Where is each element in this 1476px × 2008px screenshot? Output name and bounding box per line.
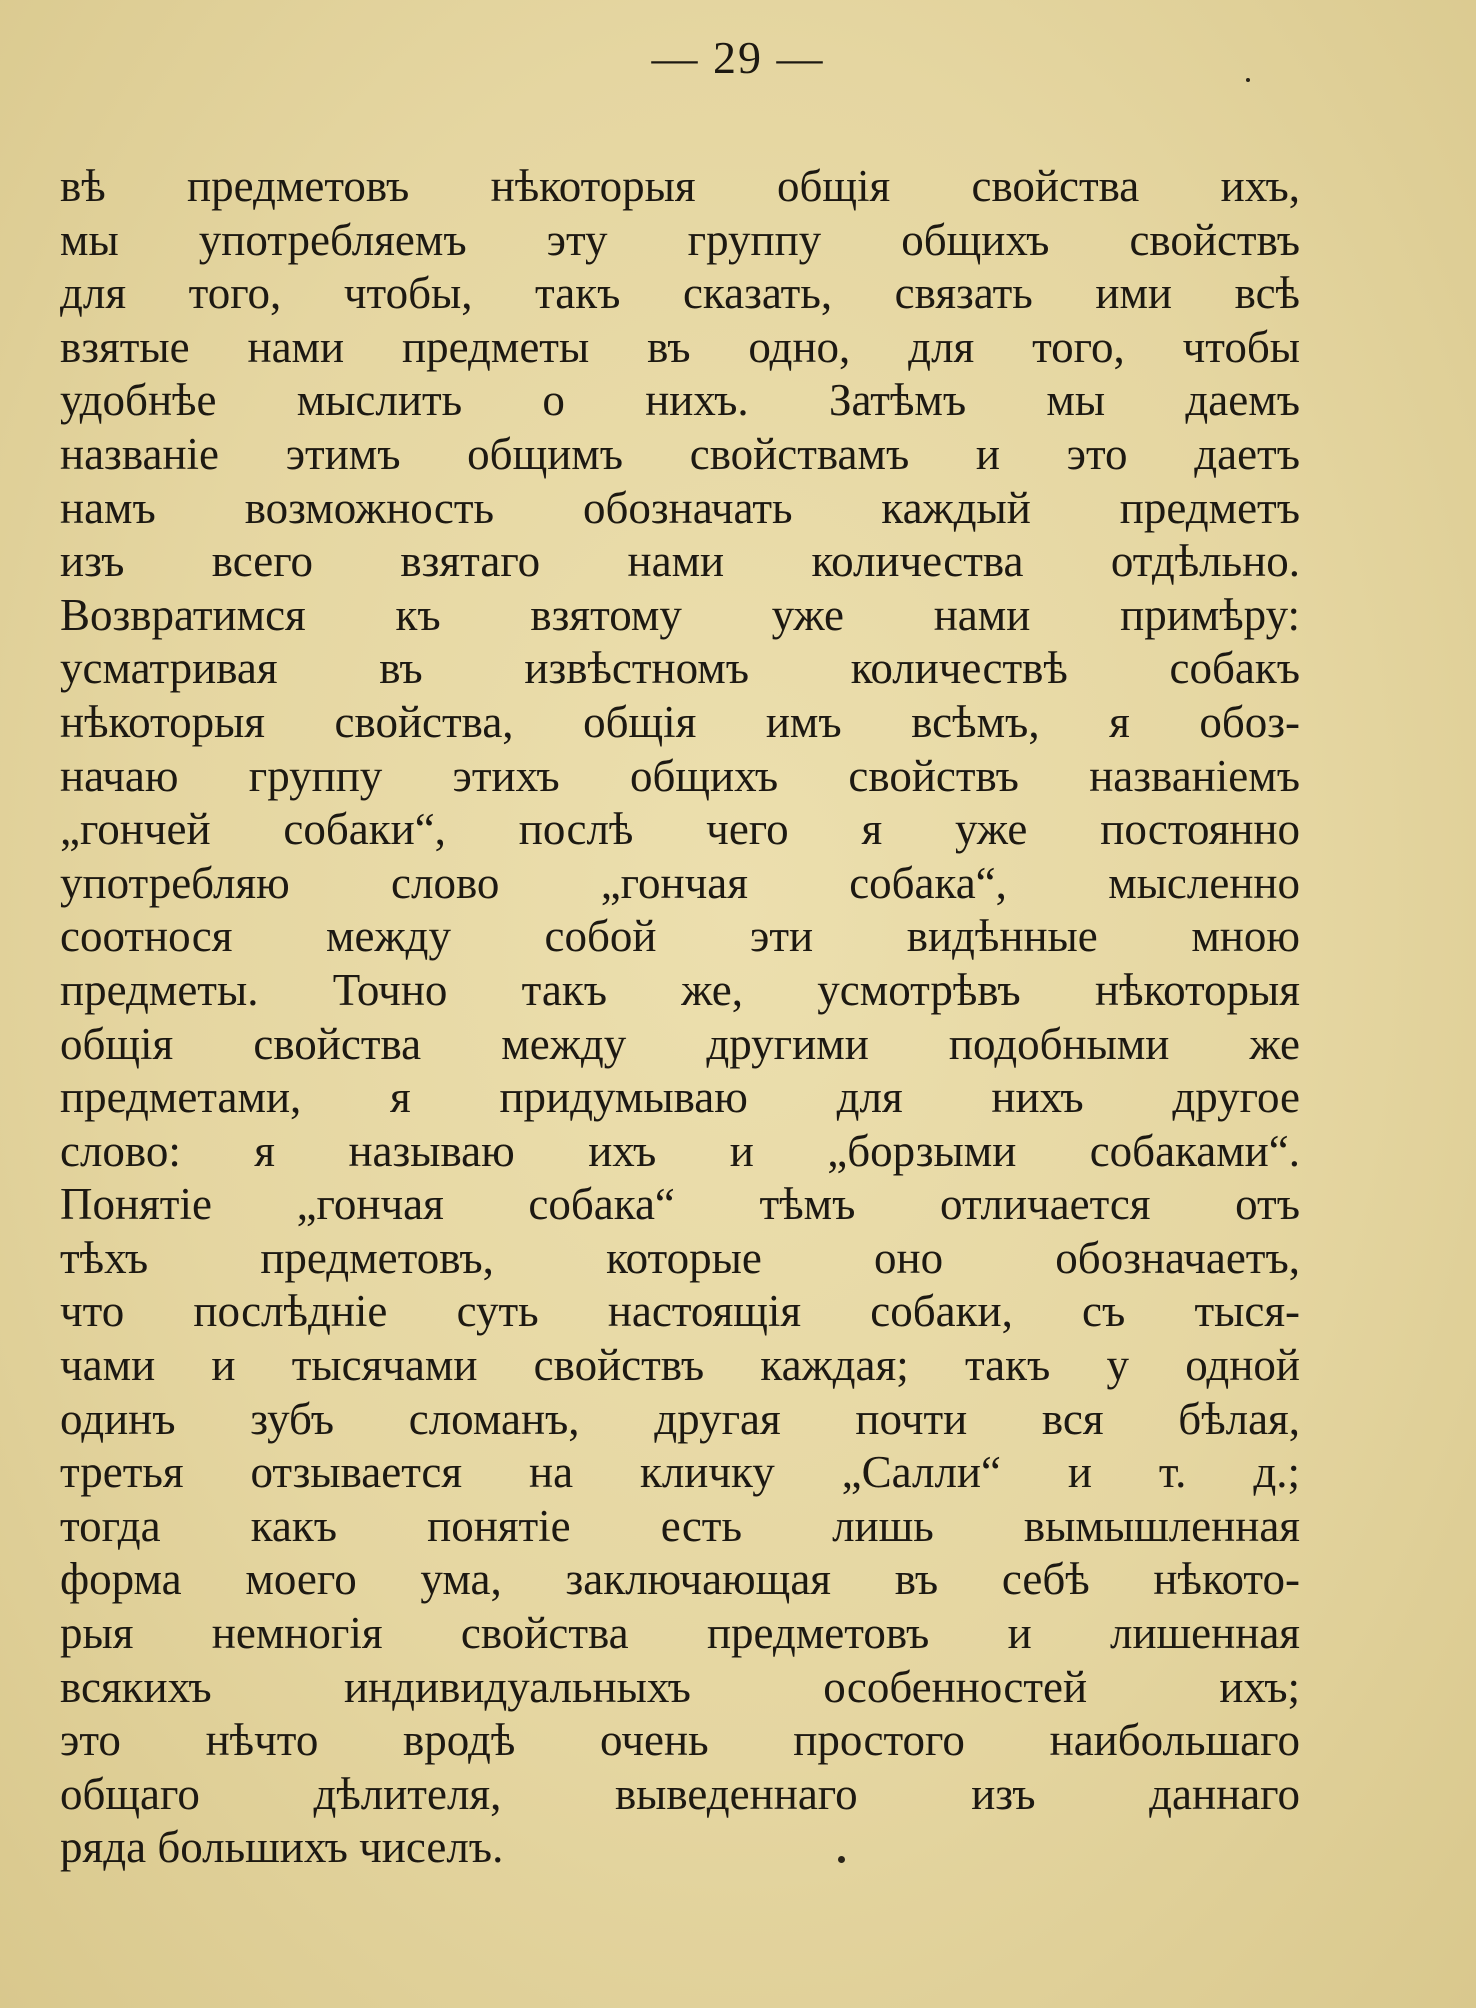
text-line: нѣкоторыя свойства, общія имъ всѣмъ, я обоз- (60, 696, 1300, 747)
text-line: чами и тысячами свойствъ каждая; такъ у одной (60, 1340, 1300, 1391)
text-line: предметами, я придумываю для нихъ другое (60, 1072, 1300, 1123)
text-line: вѣ предметовъ нѣкоторыя общія свойства ихъ, (60, 161, 1300, 211)
text-line: начаю группу этихъ общихъ свойствъ названіемъ (60, 750, 1300, 801)
text-line: тогда какъ понятіе есть лишь вымышленная (60, 1500, 1300, 1551)
text-line: предметы. Точно такъ же, усмотрѣвъ нѣкоторыя (60, 964, 1300, 1015)
text-line: рыя немногія свойства предметовъ и лишенная (60, 1608, 1300, 1659)
text-line: общія свойства между другими подобными же (60, 1018, 1300, 1069)
text-line: намъ возможность обозначать каждый предметъ (60, 482, 1300, 533)
text-line: усматривая въ извѣстномъ количествѣ собакъ (60, 643, 1300, 694)
text-line: названіе этимъ общимъ свойствамъ и это даетъ (60, 428, 1300, 479)
text-line: Возвратимся къ взятому уже нами примѣру: (60, 589, 1300, 640)
text-line: общаго дѣлителя, выведеннаго изъ даннаго (60, 1768, 1300, 1819)
text-line: взятые нами предметы въ одно, для того, чтобы (60, 321, 1300, 372)
text-line: одинъ зубъ сломанъ, другая почти вся бѣлая, (60, 1393, 1300, 1444)
page-number: — 29 — (651, 32, 825, 83)
ink-speck (838, 1856, 845, 1863)
text-line: тѣхъ предметовъ, которые оно обозначаетъ, (60, 1232, 1300, 1283)
text-line: удобнѣе мыслить о нихъ. Затѣмъ мы даемъ (60, 375, 1300, 426)
text-line: ряда большихъ чиселъ. (60, 1822, 504, 1873)
text-line: слово: я называю ихъ и „борзыми собаками“. (60, 1125, 1300, 1176)
text-line: Понятіе „гончая собака“ тѣмъ отличается отъ (60, 1179, 1300, 1230)
text-line: изъ всего взятаго нами количества отдѣльно. (60, 536, 1300, 587)
text-line: третья отзывается на кличку „Салли“ и т. д.; (60, 1447, 1300, 1498)
text-line: „гончей собаки“, послѣ чего я уже постоянно (60, 804, 1300, 855)
body-text (60, 160, 1300, 1875)
ink-speck (1246, 78, 1250, 82)
text-line: для того, чтобы, такъ сказать, связать ими всѣ (60, 268, 1300, 319)
text-line: всякихъ индивидуальныхъ особенностей ихъ; (60, 1661, 1300, 1712)
text-line: форма моего ума, заключающая въ себѣ нѣкото- (60, 1554, 1300, 1605)
text-line: употребляю слово „гончая собака“, мысленно (60, 857, 1300, 908)
text-line: это нѣчто вродѣ очень простого наибольшаго (60, 1715, 1300, 1766)
text-line: что послѣдніе суть настоящія собаки, съ тыся- (60, 1286, 1300, 1337)
text-line: мы употребляемъ эту группу общихъ свойствъ (60, 214, 1300, 265)
text-line: соотнося между собой эти видѣнные мною (60, 911, 1300, 962)
